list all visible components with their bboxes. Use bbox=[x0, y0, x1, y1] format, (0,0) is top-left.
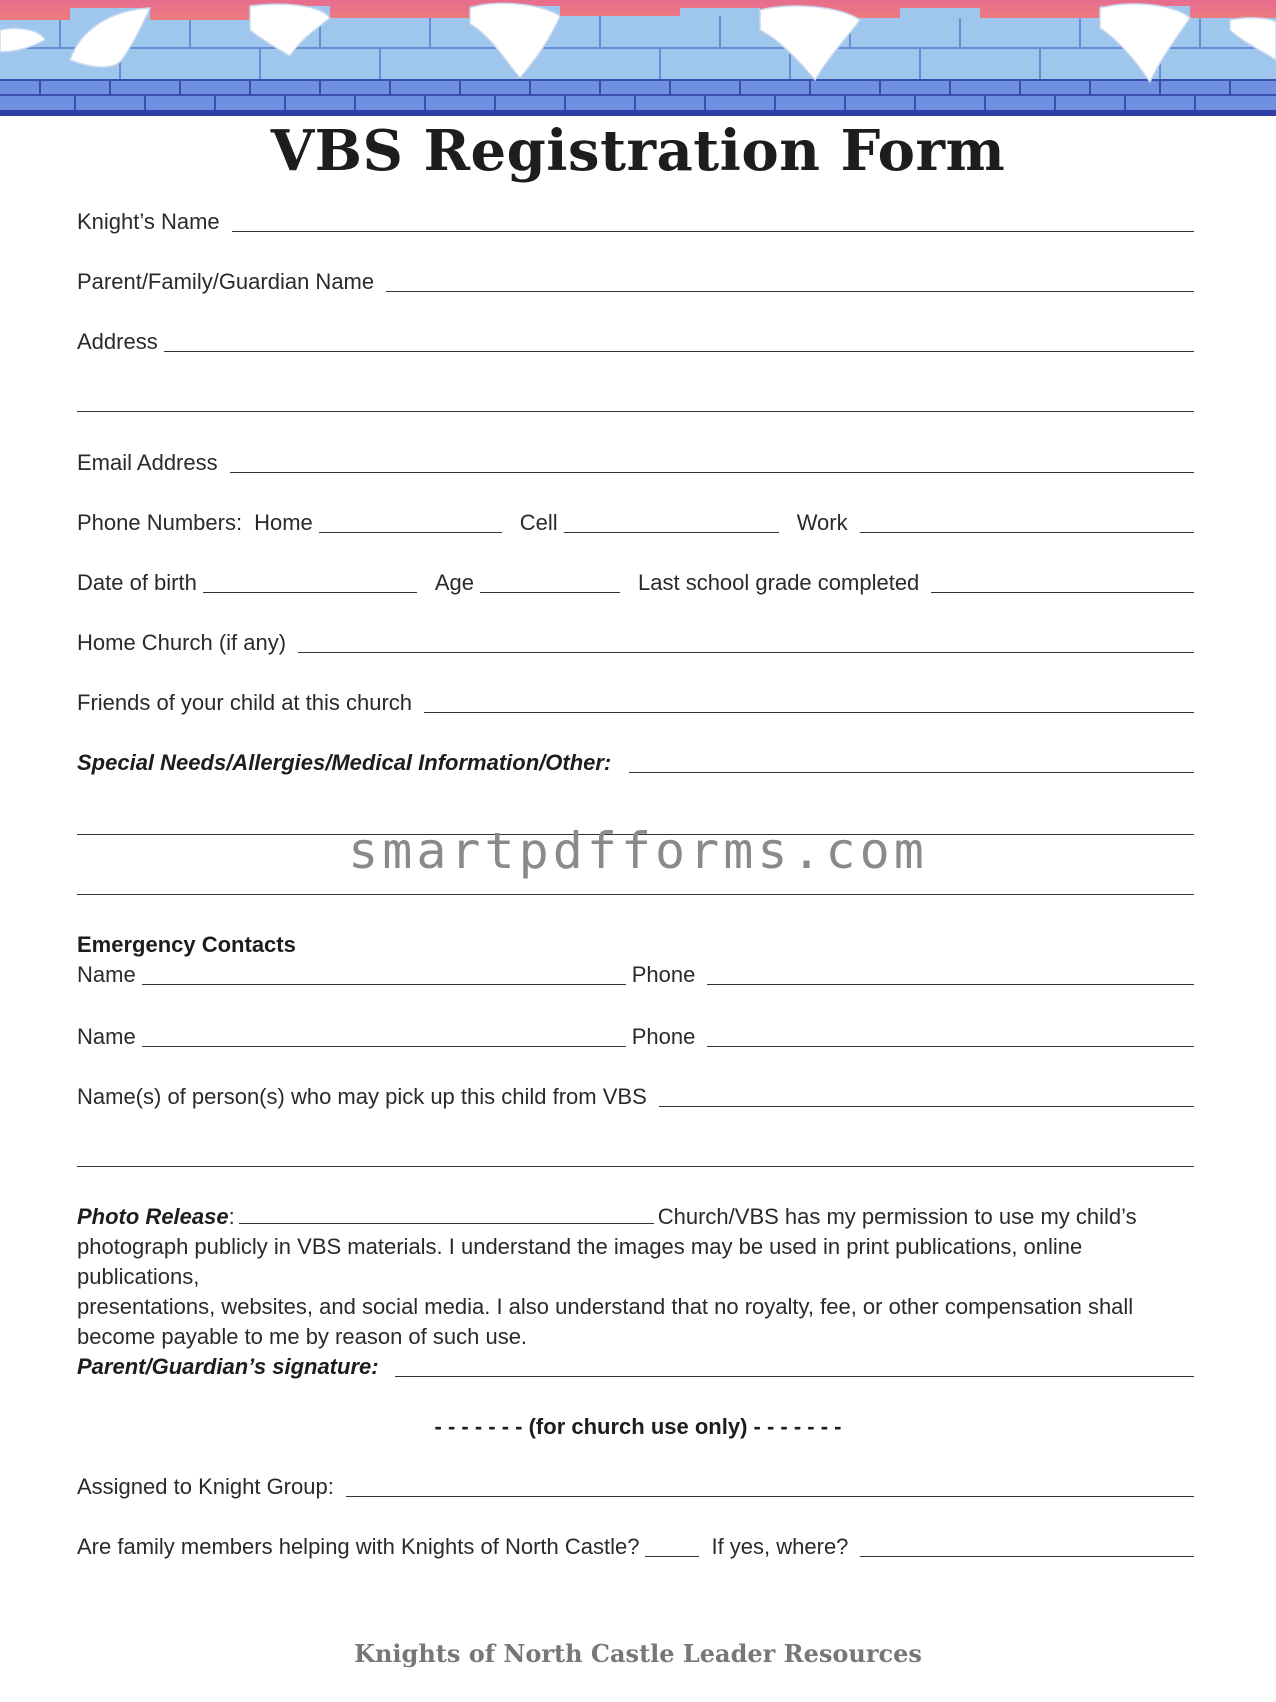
church-use-divider: - - - - - - - (for church use only) - - - - - - - bbox=[434, 1414, 842, 1439]
photo-release-church-field[interactable] bbox=[239, 1205, 654, 1224]
photo-release-colon: : bbox=[228, 1204, 235, 1229]
address-line-2[interactable] bbox=[77, 411, 1194, 412]
family-helping-field[interactable] bbox=[645, 1536, 699, 1557]
emergency-heading-row bbox=[77, 932, 1194, 958]
family-helping-label: Are family members helping with Knights of North Castle? bbox=[77, 1534, 640, 1559]
knights-name-label: Knight’s Name bbox=[77, 209, 220, 234]
footer-text: Knights of North Castle Leader Resources bbox=[354, 1639, 922, 1668]
special-needs-row bbox=[77, 750, 1194, 776]
signature-label: Parent/Guardian’s signature: bbox=[77, 1354, 379, 1379]
assigned-group-label: Assigned to Knight Group: bbox=[77, 1474, 334, 1499]
parent-name-field[interactable] bbox=[386, 271, 1194, 292]
emergency-contact-1 bbox=[77, 962, 1194, 988]
dob-label: Date of birth bbox=[77, 570, 197, 595]
emergency-phone-label: Phone bbox=[631, 962, 696, 987]
pickup-label: Name(s) of person(s) who may pick up this child from VBS bbox=[77, 1084, 647, 1109]
phone-cell-label: Cell bbox=[519, 510, 558, 535]
parent-name-row bbox=[77, 269, 1194, 295]
email-row bbox=[77, 450, 1194, 476]
photo-release-label: Photo Release bbox=[77, 1204, 229, 1229]
phone-home-field[interactable] bbox=[319, 512, 502, 533]
signature-row bbox=[77, 1354, 1194, 1380]
email-field[interactable] bbox=[230, 452, 1194, 473]
emergency-phone-1-field[interactable] bbox=[707, 964, 1194, 985]
emergency-name-1-field[interactable] bbox=[142, 964, 626, 985]
phone-label: Phone Numbers: bbox=[77, 510, 243, 535]
knights-name-field[interactable] bbox=[232, 211, 1194, 232]
form-title: VBS Registration Form bbox=[270, 118, 1006, 184]
assigned-group-field[interactable] bbox=[346, 1476, 1194, 1497]
emergency-heading: Emergency Contacts bbox=[77, 932, 296, 957]
photo-release-paragraph bbox=[77, 1202, 1207, 1352]
parent-name-label: Parent/Family/Guardian Name bbox=[77, 269, 375, 294]
emergency-name-2-field[interactable] bbox=[142, 1026, 626, 1047]
pickup-field[interactable] bbox=[659, 1086, 1194, 1107]
grade-label: Last school grade completed bbox=[638, 570, 920, 595]
friends-label: Friends of your child at this church bbox=[77, 690, 413, 715]
emergency-name-label: Name bbox=[77, 1024, 136, 1049]
assigned-group-row bbox=[77, 1474, 1194, 1500]
pickup-line-2[interactable] bbox=[77, 1166, 1194, 1167]
emergency-name-label: Name bbox=[77, 962, 136, 987]
grade-field[interactable] bbox=[931, 572, 1194, 593]
address-label: Address bbox=[77, 329, 158, 354]
signature-field[interactable] bbox=[395, 1356, 1194, 1377]
email-label: Email Address bbox=[77, 450, 218, 475]
age-field[interactable] bbox=[480, 572, 620, 593]
photo-release-line3: presentations, websites, and social media. I also understand that no royalty, fee, or other compensation shall bbox=[77, 1294, 1134, 1319]
knights-name-row bbox=[77, 209, 1194, 235]
phone-work-label: Work bbox=[796, 510, 848, 535]
if-yes-label: If yes, where? bbox=[711, 1534, 849, 1559]
photo-release-line2: photograph publicly in VBS materials. I understand the images may be used in print publications, online publications, bbox=[77, 1234, 1083, 1289]
watermark: smartpdfforms.com bbox=[348, 822, 928, 880]
phone-cell-field[interactable] bbox=[564, 512, 779, 533]
emergency-phone-2-field[interactable] bbox=[707, 1026, 1194, 1047]
photo-release-line4: become payable to me by reason of such use. bbox=[77, 1324, 528, 1349]
dob-row bbox=[77, 570, 1194, 596]
friends-field[interactable] bbox=[424, 692, 1194, 713]
photo-release-line1: Church/VBS has my permission to use my child’s bbox=[657, 1204, 1137, 1229]
phone-row bbox=[77, 510, 1194, 536]
emergency-phone-label: Phone bbox=[631, 1024, 696, 1049]
phone-home-label: Home bbox=[254, 510, 313, 535]
home-church-field[interactable] bbox=[298, 632, 1194, 653]
address-field[interactable] bbox=[164, 331, 1194, 352]
special-needs-label: Special Needs/Allergies/Medical Information/Other: bbox=[77, 750, 612, 775]
friends-row bbox=[77, 690, 1194, 716]
age-label: Age bbox=[434, 570, 474, 595]
pickup-row bbox=[77, 1084, 1194, 1110]
castle-ice-banner bbox=[0, 0, 1276, 116]
special-needs-line-3[interactable] bbox=[77, 894, 1194, 895]
dob-field[interactable] bbox=[203, 572, 417, 593]
family-helping-row bbox=[77, 1534, 1194, 1560]
home-church-row bbox=[77, 630, 1194, 656]
special-needs-field[interactable] bbox=[629, 752, 1194, 773]
home-church-label: Home Church (if any) bbox=[77, 630, 287, 655]
emergency-contact-2 bbox=[77, 1024, 1194, 1050]
phone-work-field[interactable] bbox=[860, 512, 1194, 533]
address-row bbox=[77, 329, 1194, 355]
if-yes-field[interactable] bbox=[860, 1536, 1194, 1557]
